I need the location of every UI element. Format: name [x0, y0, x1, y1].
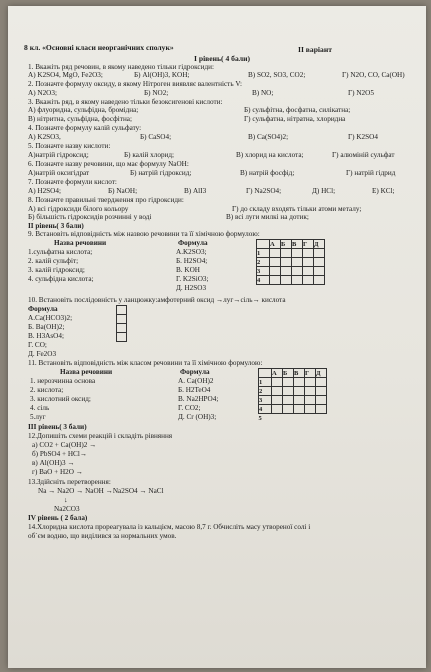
q9-formula-a: А.K2SO3; [176, 248, 207, 256]
grid-col-d: Д [316, 369, 327, 378]
grid-cell[interactable] [305, 396, 316, 405]
grid-cell[interactable] [294, 387, 305, 396]
q4-option-d: Г) K2SO4 [348, 133, 378, 141]
q6-option-d: Г) натрій гідрид [346, 169, 396, 177]
grid-cell[interactable] [303, 267, 314, 276]
q10-answer-boxes[interactable] [116, 305, 127, 342]
grid-row-1: 1 [259, 378, 272, 387]
q11-name-3: 3. кислотний оксид; [30, 395, 91, 403]
grid-cell[interactable] [316, 378, 327, 387]
grid-col-a: А [272, 369, 283, 378]
grid-cell[interactable] [283, 396, 294, 405]
grid-cell[interactable] [292, 258, 303, 267]
q9-name-4: 4. сульфідна кислота; [28, 275, 94, 283]
grid-row-1: 1 [257, 249, 270, 258]
grid-cell[interactable] [316, 396, 327, 405]
grid-cell[interactable] [272, 378, 283, 387]
grid-cell[interactable] [283, 378, 294, 387]
q11-answer-grid[interactable] [258, 368, 327, 422]
grid-cell[interactable] [281, 276, 292, 285]
level-1-heading: І рівень( 4 бали) [194, 54, 250, 63]
q7-option-f: Е) KCl; [372, 187, 395, 195]
q9-name-2: 2. калій сульфіт; [28, 257, 79, 265]
grid-corner [257, 240, 270, 249]
q5-option-c: В) хлорид на кислота; [236, 151, 304, 159]
q9-name-3: 3. калій гідроксид; [28, 266, 85, 274]
answer-box[interactable] [117, 306, 126, 315]
q11-formula-c: В. Na2HPO4; [178, 395, 219, 403]
q9-name-1: 1.сульфатна кислота; [28, 248, 93, 256]
grid-row-2: 2 [257, 258, 270, 267]
q2-option-c: В) NO; [252, 89, 274, 97]
q5-option-a: А)натрій гідроксид; [28, 151, 89, 159]
q11-name-1: 1. нерозчинна основа [30, 377, 96, 385]
q7-text: 7. Позначте формули кислот: [28, 178, 117, 186]
q5-option-d: Г) алюміній сульфат [332, 151, 395, 159]
q14-line-2: об`єм водню, що виділився за нормальних умов. [28, 532, 177, 540]
grid-cell[interactable] [292, 249, 303, 258]
grid-col-v: В [292, 240, 303, 249]
level-4-heading: IV рівень ( 2 бала) [28, 514, 88, 522]
q4-option-b: Б) CaSO4; [140, 133, 172, 141]
grid-cell[interactable] [270, 276, 281, 285]
worksheet-page [8, 6, 426, 668]
grid-cell[interactable] [314, 267, 325, 276]
grid-cell[interactable] [303, 249, 314, 258]
q10-text: 10. Встановіть послідовність у ланцюжку:амфотерний оксид →луг→сіль→ кислота [28, 296, 286, 304]
grid-cell[interactable] [272, 387, 283, 396]
q3-option-b: Б) сульфітна, фосфатна, силікатна; [244, 106, 351, 114]
q11-name-4: 4. сіль [30, 404, 50, 412]
q2-option-d: Г) N2O5 [348, 89, 374, 97]
q12-line-c: в) Al(OH)3 → [32, 459, 75, 467]
grid-col-a: А [270, 240, 281, 249]
grid-row-3: 3 [257, 267, 270, 276]
q12-line-b: б) PbSO4 + HCl→ [32, 450, 88, 458]
q11-formula-b: Б. H2TeO4 [178, 386, 211, 394]
grid-cell[interactable] [292, 267, 303, 276]
q10-item-e: Д. Fe2O3 [28, 350, 57, 358]
grid-cell[interactable] [272, 405, 283, 414]
grid-corner [259, 369, 272, 378]
q11-name-5: 5.луг [30, 413, 46, 421]
q2-option-a: А) N2O3; [28, 89, 57, 97]
grid-cell[interactable] [314, 258, 325, 267]
q13-chain: Na → Na2O → NaOH →Na2SO4 → NaCl [38, 487, 164, 495]
grid-cell[interactable] [316, 387, 327, 396]
q12-line-a: а) CO2 + Ca(OH)2 → [32, 441, 97, 449]
grid-cell[interactable] [281, 258, 292, 267]
grid-row-4: 4 [257, 276, 270, 285]
grid-col-v: В [294, 369, 305, 378]
q8-option-c: Г) до складу входять тільки атоми металу; [232, 205, 362, 213]
grid-cell[interactable] [270, 267, 281, 276]
q11-name-2: 2. кислота; [30, 386, 64, 394]
q9-answer-grid[interactable] [256, 239, 325, 285]
q11-col-name-header: Назва речовини [60, 368, 113, 376]
q3-text: 3. Вкажіть ряд, в якому наведено тільки безоксигенові кислоти: [28, 98, 223, 106]
q9-formula-d: Г. K2SiO3; [176, 275, 209, 283]
grid-cell[interactable] [270, 258, 281, 267]
grid-col-d: Д [314, 240, 325, 249]
grid-cell[interactable] [305, 405, 316, 414]
q13-text: 13.Здійсніть перетворення: [28, 478, 111, 486]
grid-col-g: Г [303, 240, 314, 249]
grid-cell[interactable] [314, 249, 325, 258]
grid-cell[interactable] [283, 405, 294, 414]
q9-col-formula-header: Формула [178, 239, 208, 247]
grid-cell[interactable] [270, 249, 281, 258]
grid-cell[interactable] [305, 387, 316, 396]
q2-option-b: Б) NO2; [144, 89, 169, 97]
q10-formula-label: Формула [28, 305, 58, 313]
q8-text: 8. Позначте правильні твердження про гідроксиди: [28, 196, 184, 204]
q6-text: 6. Позначте назву речовини, що має формулу NaOH: [28, 160, 189, 168]
answer-box[interactable] [117, 315, 126, 324]
q12-line-d: г) BaO + H2O → [32, 468, 83, 476]
q11-formula-a: А. Ca(OH)2 [178, 377, 214, 385]
grid-cell[interactable] [292, 276, 303, 285]
q11-formula-d: Г. CO2; [178, 404, 201, 412]
q3-option-a: А) флуоридна, сульфідна, бромідна; [28, 106, 139, 114]
q8-option-b: Б) більшість гідроксидів розчинні у воді [28, 213, 152, 221]
q5-text: 5. Позначте назву кислоти: [28, 142, 111, 150]
q6-option-b: Б) натрій гідроксид; [130, 169, 192, 177]
q8-option-a: А) всі гідроксиди білого кольору [28, 205, 129, 213]
grid-cell[interactable] [281, 249, 292, 258]
grid-cell[interactable] [272, 396, 283, 405]
grid-cell[interactable] [303, 276, 314, 285]
grid-cell[interactable] [281, 267, 292, 276]
grid-row-3: 3 [259, 396, 272, 405]
q6-option-a: А)натрій оксигідрат [28, 169, 90, 177]
q3-option-d: Г) сульфатна, нітратна, хлоридна [244, 115, 346, 123]
q1-option-c: В) SO2, SO3, CO2; [248, 71, 306, 79]
grid-col-b: Б [281, 240, 292, 249]
answer-box[interactable] [117, 333, 126, 341]
q5-option-b: Б) калій хлорид; [124, 151, 175, 159]
q1-text: 1. Вкажіть ряд речовин, в якому наведено тільки гідроксиди: [28, 63, 214, 71]
level-3-heading: ІІІ рівень( 3 бали) [28, 423, 87, 431]
q11-formula-e: Д. Cr (OH)3; [178, 413, 217, 421]
q12-text: 12.Допишіть схеми реакцій і складіть рівняння [28, 432, 173, 440]
grid-cell[interactable] [314, 276, 325, 285]
variant-label: ІІ варіант [298, 45, 332, 54]
grid-col-b: Б [283, 369, 294, 378]
q7-option-d: Г) Na2SO4; [246, 187, 282, 195]
grid-cell[interactable] [294, 405, 305, 414]
q7-option-a: А) H2SO4; [28, 187, 61, 195]
grid-cell[interactable] [294, 378, 305, 387]
q4-option-a: А) K2SO3, [28, 133, 61, 141]
q1-option-d: Г) N2O, CO, Ca(OH) [342, 71, 405, 79]
grid-row-2: 2 [259, 387, 272, 396]
q9-col-name-header: Назва речовини [54, 239, 107, 247]
q11-col-formula-header: Формула [180, 368, 210, 376]
q9-text: 9. Встановіть відповідність між назвою речовини та її хімічною формулою: [28, 230, 260, 238]
q1-option-a: А) K2SO4, MgO, Fe2O3; [28, 71, 103, 79]
q8-option-d: В) всі луги милкі на дотик; [226, 213, 309, 221]
q6-option-c: В) натрій фосфід; [240, 169, 295, 177]
q7-option-c: В) AlI3 [184, 187, 207, 195]
q9-formula-c: В. KOH [176, 266, 200, 274]
q9-formula-b: Б. H2SO4; [176, 257, 208, 265]
q4-text: 4. Позначте формулу калій сульфату: [28, 124, 142, 132]
q11-text: 11. Встановіть відповідність між класом речовини та її хімічною формулою: [28, 359, 263, 367]
grid-cell[interactable] [316, 405, 327, 414]
grid-row-4: 4 [259, 405, 272, 414]
grid-cell[interactable] [305, 378, 316, 387]
worksheet-title: 8 кл. «Основні класи неорганічних сполук» [24, 43, 174, 52]
grid-cell[interactable] [294, 396, 305, 405]
q10-item-c: В. H3AsO4; [28, 332, 64, 340]
q10-item-b: Б. Ba(OH)2; [28, 323, 65, 331]
q7-option-e: Д) HCl; [312, 187, 336, 195]
q1-option-b: Б) Al(OH)3, KOH; [134, 71, 190, 79]
q3-option-c: В) нітритна, сульфідна, фосфітна; [28, 115, 132, 123]
q7-option-b: Б) NaOH; [108, 187, 138, 195]
grid-cell[interactable] [283, 387, 294, 396]
q13-down-arrow: ↓ [64, 496, 68, 504]
q10-item-a: А.Ca(HCO3)2; [28, 314, 73, 322]
q4-option-c: В) Ca(SO4)2; [248, 133, 289, 141]
grid-cell[interactable] [303, 258, 314, 267]
q10-item-d: Г. CO; [28, 341, 47, 349]
q14-line-1: 14.Хлоридна кислота прореагувала із кальцієм, масою 8,7 г. Обчисліть масу утвореної солі і [28, 523, 311, 531]
grid-row-5: 5 [258, 414, 262, 422]
grid-col-g: Г [305, 369, 316, 378]
q13-tail: Na2CO3 [54, 505, 80, 513]
answer-box[interactable] [117, 324, 126, 333]
q9-formula-e: Д. H2SO3 [176, 284, 207, 292]
q2-text: 2. Позначте формулу оксиду, в якому Нітроген виявляє валентність V: [28, 80, 243, 88]
level-2-heading: ІІ рівень( 3 бали) [28, 222, 84, 230]
